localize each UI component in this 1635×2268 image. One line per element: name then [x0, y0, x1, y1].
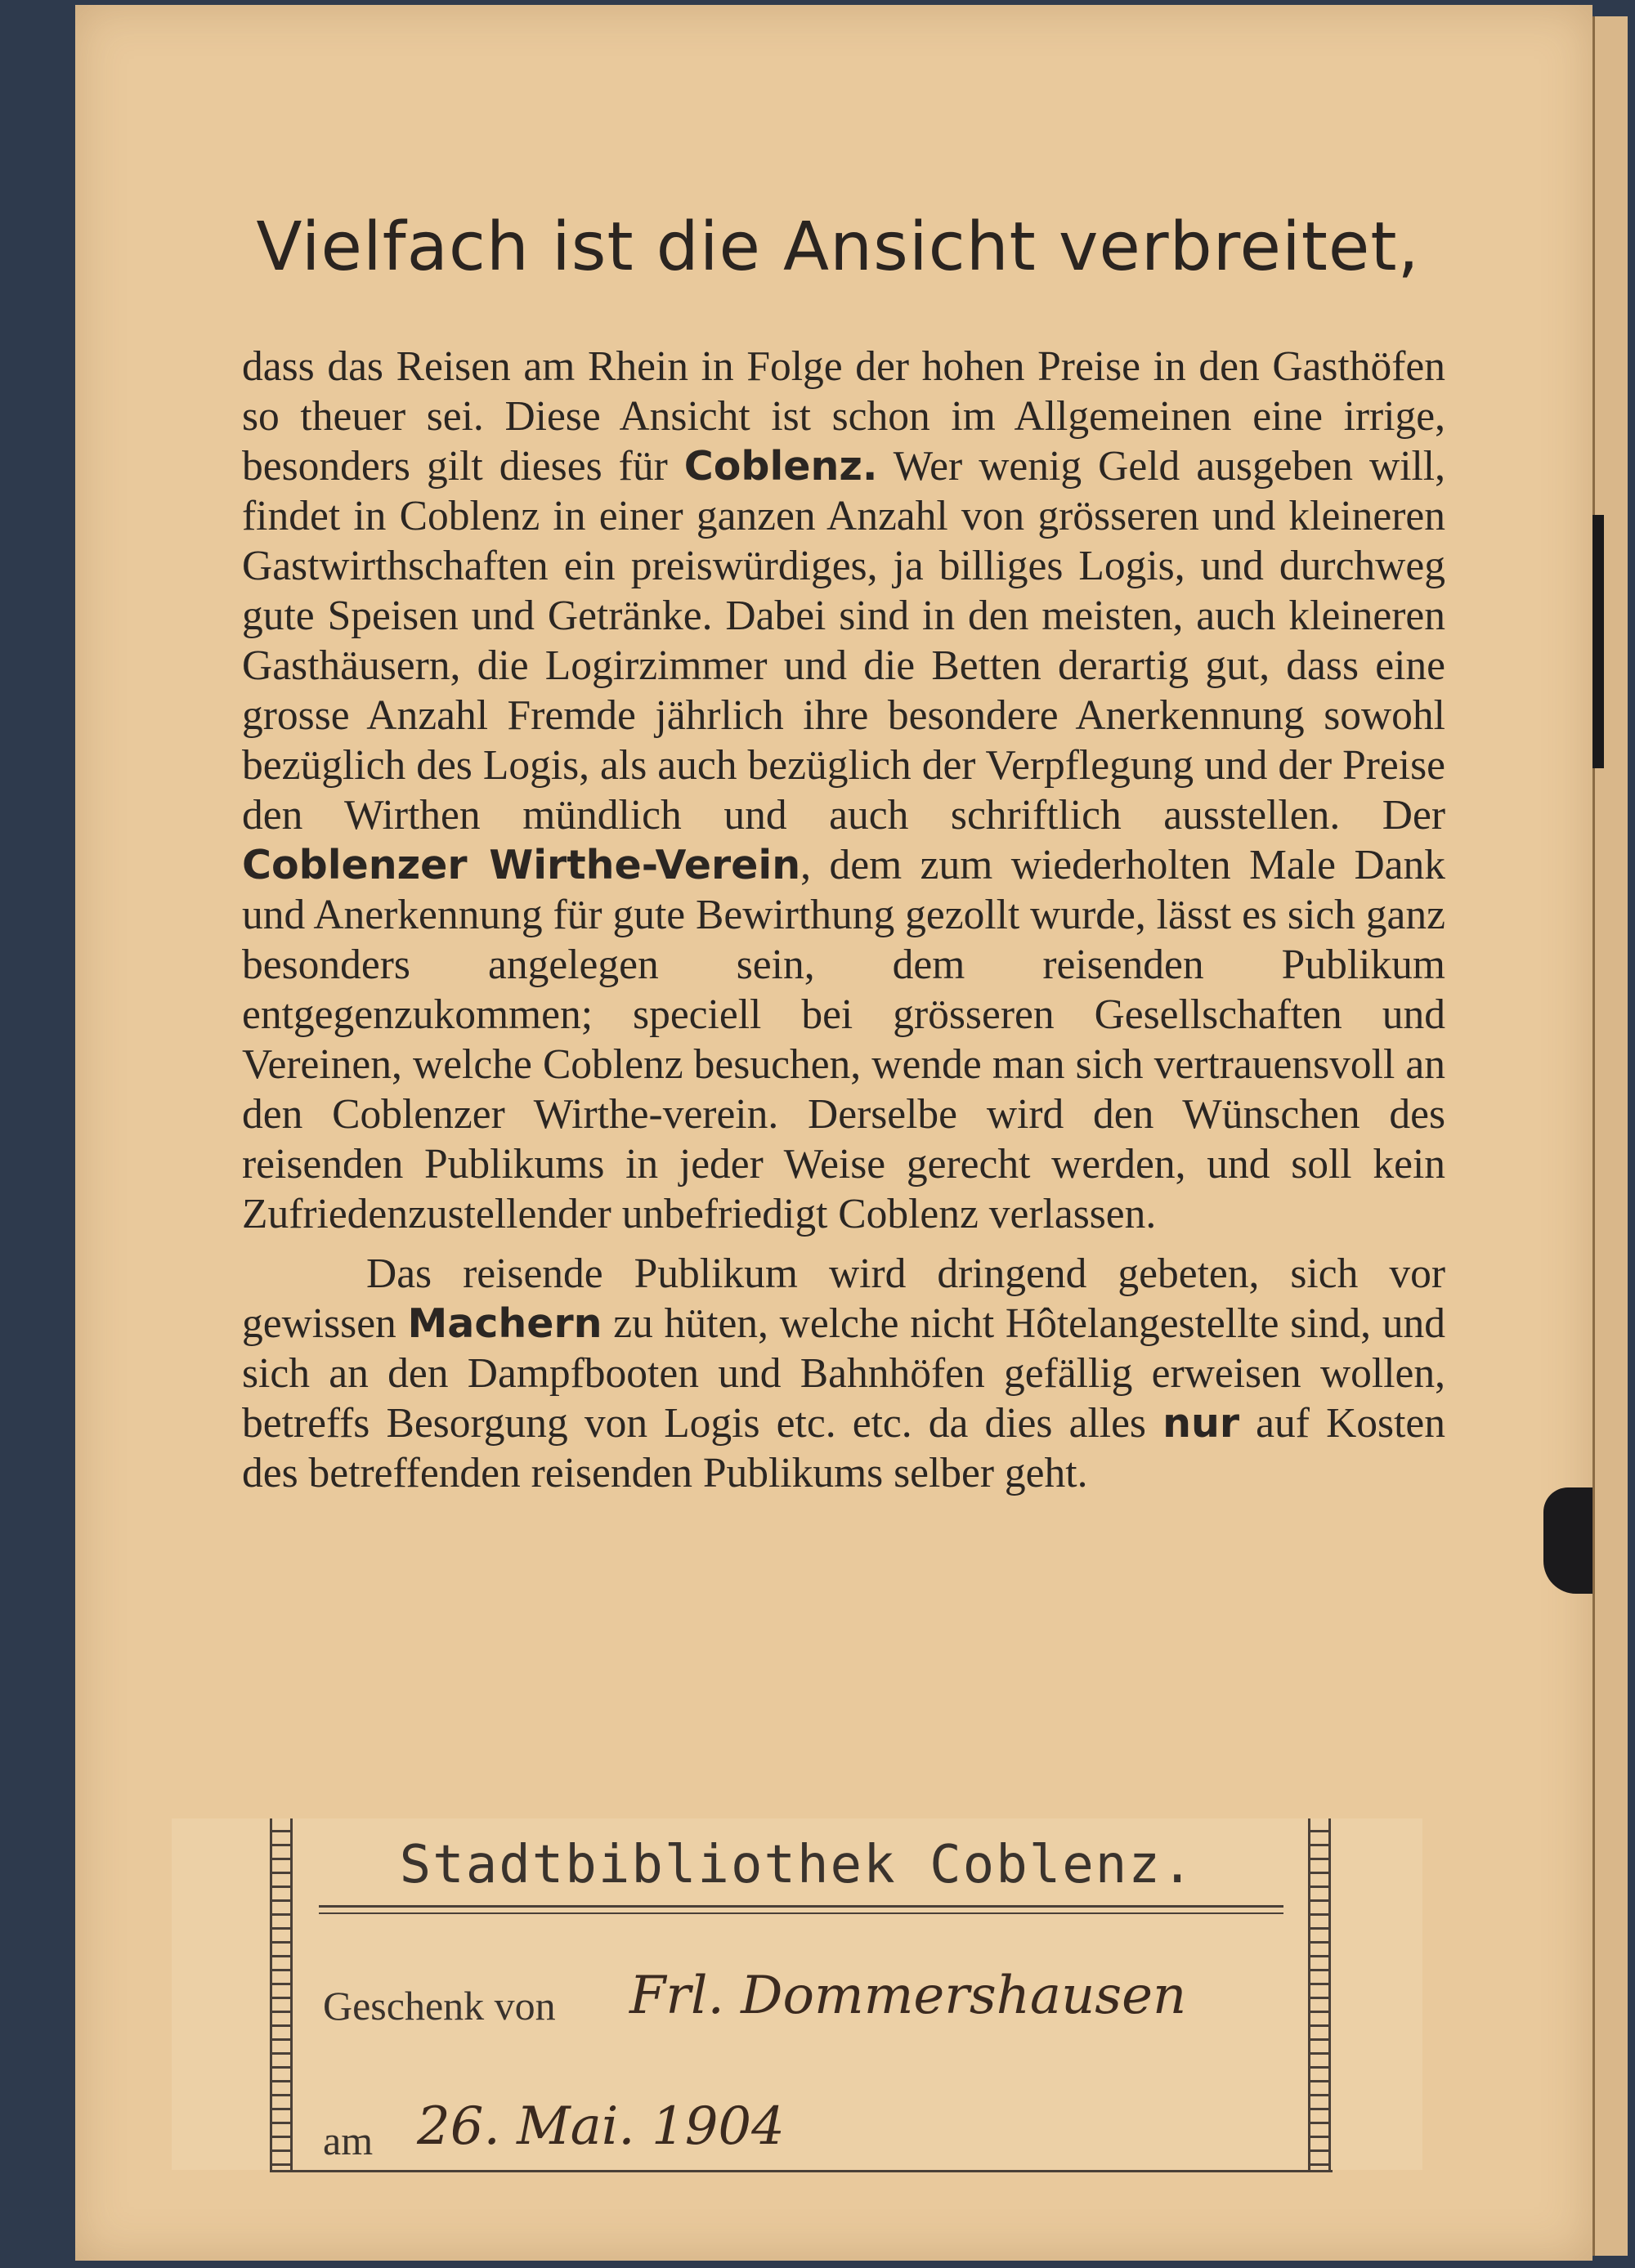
paragraph-2-tail: auf Kosten des betreffenden reisenden Publikums selber geht.: [242, 1400, 1445, 1496]
paragraph-1-lead: dass das Reisen am Rhein in Folge der hohen Preise in den Gasthöfen so theuer sei. Diese Ansicht ist schon im Allgemeinen eine irrige, besonders gilt dieses für: [242, 343, 1445, 490]
date-handwritten: 26. Mai. 1904: [417, 2096, 785, 2157]
paragraph-1: [242, 342, 1445, 1239]
date-label: am: [323, 2118, 374, 2163]
paragraph-1-bold-verein: Coblenzer Wirthe-Verein: [242, 842, 801, 888]
stamp-base-rule: [270, 2170, 1333, 2172]
body-text: [242, 342, 1445, 1498]
paragraph-2-bold-machern: Machern: [407, 1300, 602, 1347]
page-tear: [1543, 1487, 1592, 1594]
paragraph-2-lead: Das reisende Publikum wird dringend gebeten, sich vor gewissen: [242, 1250, 1445, 1347]
library-stamp: [172, 1818, 1422, 2170]
binding-mark: [1592, 515, 1604, 768]
stamp-title: Stadtbibliothek Coblenz.: [399, 1835, 1195, 1895]
stamp-rule: [319, 1905, 1283, 1914]
paragraph-2-bold-nur: nur: [1162, 1400, 1240, 1447]
page-heading: Vielfach ist die Ansicht verbreitet,: [256, 208, 1420, 286]
paragraph-2: [242, 1249, 1445, 1498]
paragraph-2-mid: zu hüten, welche nicht Hôtelangestellte sind, und sich an den Dampfbooten und Bahnhöfen gefällig erweisen wollen, betreffs Besorgung von Logis etc. etc. da dies alles: [242, 1300, 1445, 1447]
gift-label: Geschenk von: [323, 1983, 556, 2029]
paragraph-1-bold-coblenz: Coblenz.: [683, 443, 878, 490]
gift-handwritten: Frl. Dommershausen: [629, 1966, 1187, 2026]
paragraph-1-mid: Wer wenig Geld ausgeben will, findet in Coblenz in einer ganzen Anzahl von grösseren und kleineren Gastwirthschaften ein preiswürdiges, ja billiges Logis, und durchweg gute Speisen und Getränke. Dabei sind in den meisten, auch kleineren Gasthäusern, die Logirzimmer und die Betten derartig gut, dass eine grosse Anzahl Fremde jährlich ihre besondere Anerkennung sowohl bezüglich des Logis, als auch bezüglich der Verpflegung und der Preise den Wirthen mündlich und auch schriftlich ausstellen. Der: [242, 443, 1445, 839]
paragraph-1-tail: , dem zum wiederholten Male Dank und Anerkennung für gute Bewirthung gezollt wurde, lässt es sich ganz besonders angelegen sein, dem reisenden Publikum entgegenzukommen; speciell bei grösseren Gesellschaften und Vereinen, welche Coblenz besuchen, wende man sich vertrauensvoll an den Coblenzer Wirthe-verein. Derselbe wird den Wünschen des reisenden Publikums in jeder Weise gerecht werden, und soll kein Zufriedenzustellender unbefriedigt Coblenz verlassen.: [242, 842, 1445, 1237]
page-edge: [1592, 16, 1628, 2256]
